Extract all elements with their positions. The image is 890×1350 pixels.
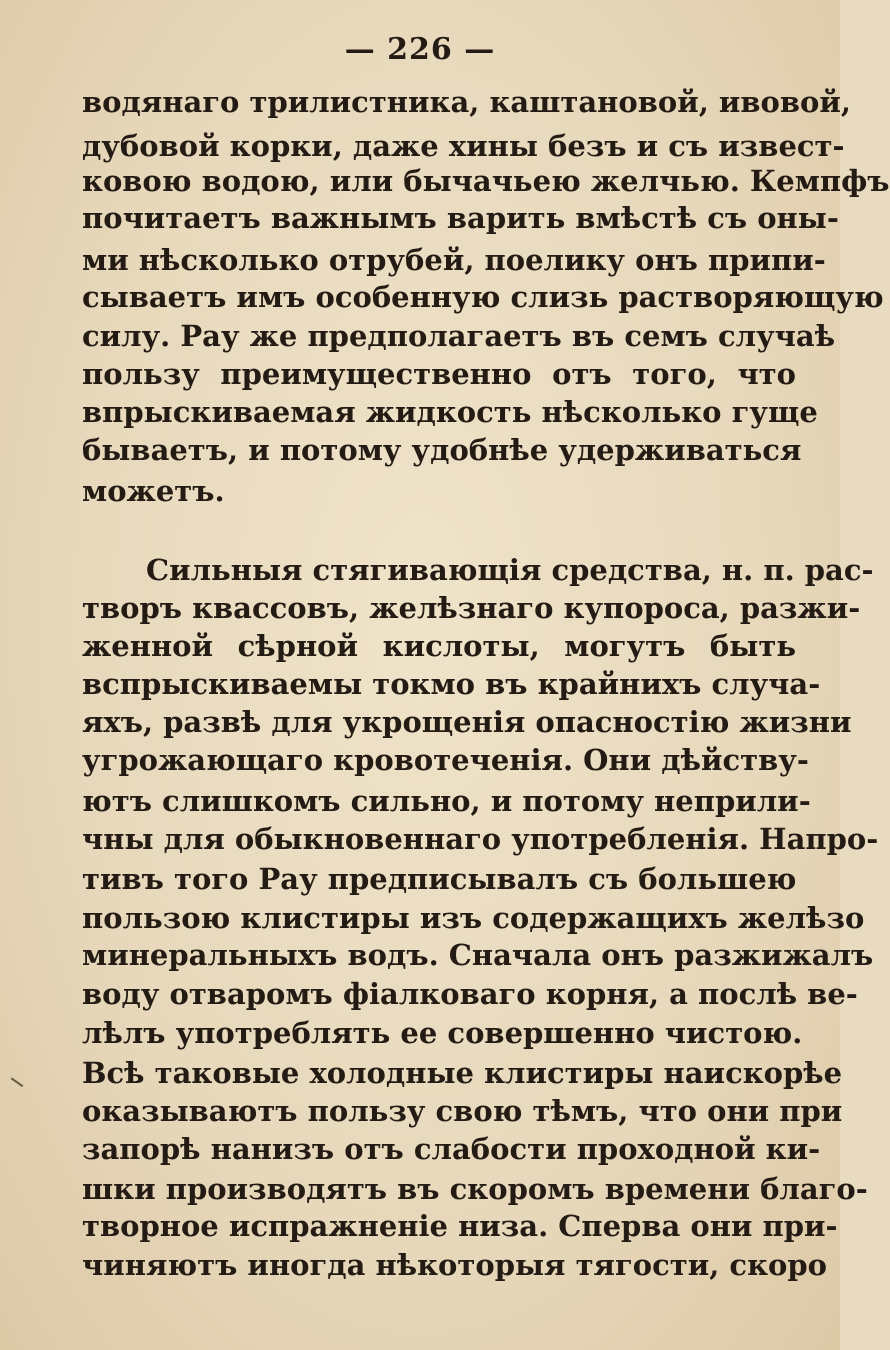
text-line: угрожающаго кровотеченія. Они дѣйству- bbox=[82, 743, 809, 777]
text-line: Сильныя стягивающія средства, н. п. рас- bbox=[146, 553, 874, 587]
text-line: ми нѣсколько отрубей, поелику онъ припи- bbox=[82, 243, 826, 277]
text-line: пользу преимущественно отъ того, что bbox=[82, 357, 796, 391]
text-line: Всѣ таковые холодные клистиры наискорѣе bbox=[82, 1056, 843, 1090]
text-line: женной сѣрной кислоты, могутъ быть bbox=[82, 629, 796, 663]
text-line: вспрыскиваемы токмо въ крайнихъ случа- bbox=[82, 667, 821, 701]
page-number: — 226 — bbox=[344, 32, 496, 67]
text-line: тивъ того Рау предписывалъ съ большею bbox=[82, 862, 797, 896]
text-line: чиняютъ иногда нѣкоторыя тягости, скоро bbox=[82, 1248, 827, 1282]
text-line: пользою клистиры изъ содержащихъ желѣзо bbox=[82, 901, 865, 935]
text-line: запорѣ нанизъ отъ слабости проходной ки- bbox=[82, 1132, 821, 1166]
text-line: водянаго трилистника, каштановой, ивовой, bbox=[82, 85, 851, 119]
text-line: яхъ, развѣ для укрощенія опасностію жизни bbox=[82, 705, 852, 739]
text-line: сываетъ имъ особенную слизь растворяющую bbox=[82, 280, 884, 314]
margin-mark bbox=[3, 1077, 24, 1098]
text-line: ковою водою, или бычачьею желчью. Кемпфъ bbox=[82, 164, 890, 198]
text-line: оказываютъ пользу свою тѣмъ, что они при bbox=[82, 1094, 843, 1128]
text-line: лѣлъ употреблять ее совершенно чистою. bbox=[82, 1016, 803, 1050]
text-line: творъ квассовъ, желѣзнаго купороса, разжи- bbox=[82, 591, 861, 625]
text-line: впрыскиваемая жидкость нѣсколько гуще bbox=[82, 395, 818, 429]
text-line: воду отваромъ фіалковаго корня, а послѣ ве- bbox=[82, 977, 858, 1011]
text-line: бываетъ, и потому удобнѣе удерживаться bbox=[82, 433, 802, 467]
text-line: ютъ слишкомъ сильно, и потому неприли- bbox=[82, 784, 811, 818]
text-line: минеральныхъ водъ. Сначала онъ разжижалъ bbox=[82, 938, 874, 972]
text-line: силу. Рау же предполагаетъ въ семъ случаѣ bbox=[82, 319, 836, 353]
text-line: чны для обыкновеннаго употребленія. Напро- bbox=[82, 822, 879, 856]
text-line: можетъ. bbox=[82, 474, 225, 508]
text-line: творное испражненіе низа. Сперва они при- bbox=[82, 1209, 838, 1243]
text-line: почитаетъ важнымъ варить вмѣстѣ съ оны- bbox=[82, 201, 839, 235]
text-line: дубовой корки, даже хины безъ и съ извест- bbox=[82, 129, 845, 163]
text-line: шки производятъ въ скоромъ времени благо- bbox=[82, 1172, 868, 1206]
